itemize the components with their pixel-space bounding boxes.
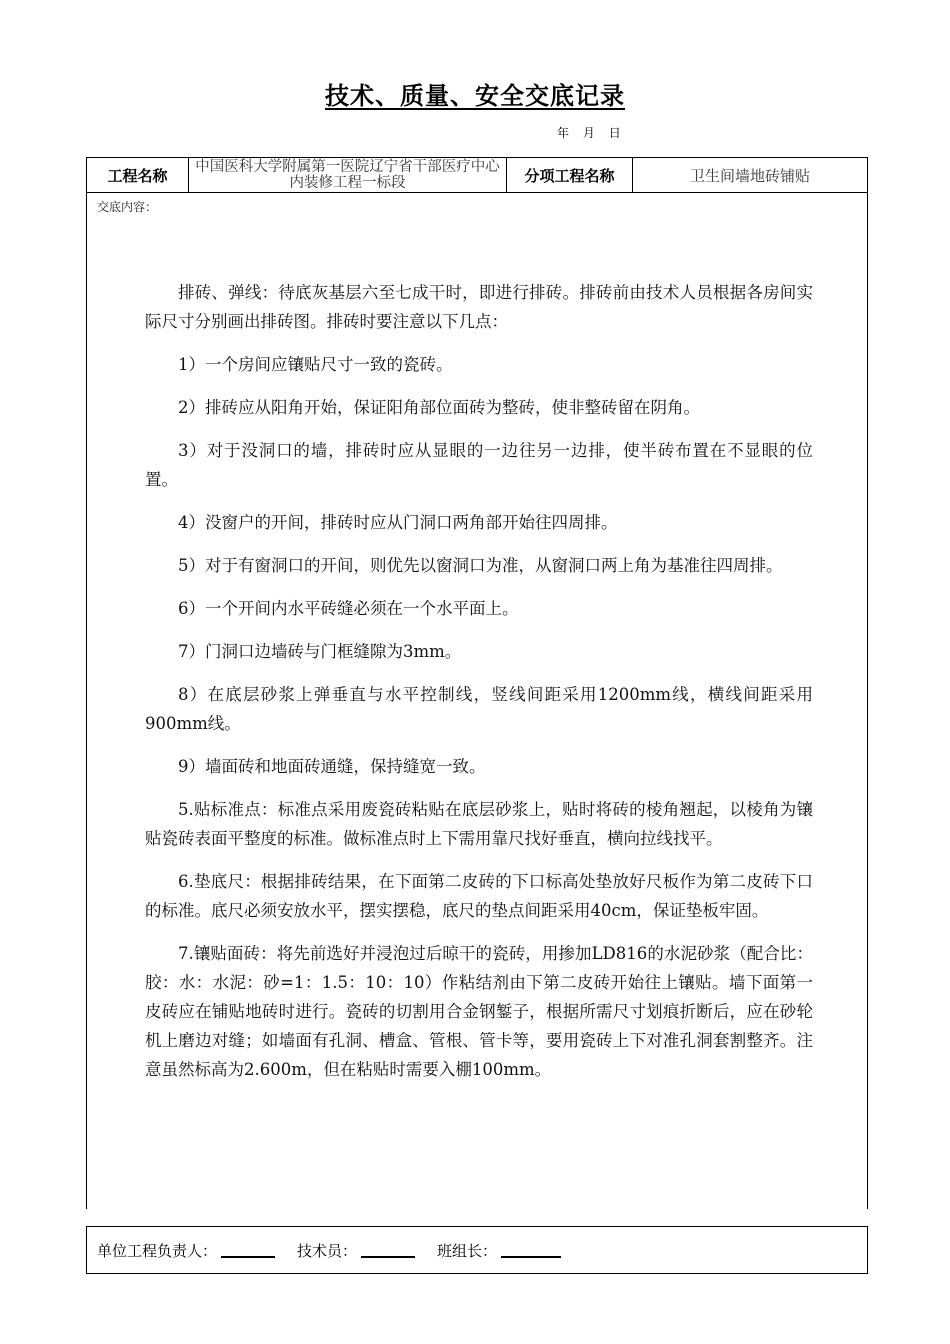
sub-project-value: 卫生间墙地砖铺贴 <box>689 166 810 185</box>
team-leader-label: 班组长： <box>437 1241 498 1260</box>
project-name-value: 中国医科大学附属第一医院辽宁省干部医疗中心内装修工程一标段 <box>189 158 507 192</box>
paragraph: 7.镶贴面砖：将先前选好并浸泡过后晾干的瓷砖，用掺加LD816的水泥砂浆（配合比：胶：水：水泥：砂=1：1.5：10：10）作粘结剂由下第二皮砖开始往上镶贴。墙下面第一皮砖应在铺贴地砖时进行。瓷砖的切割用合金钢錾子，根据所需尺寸划痕折断后，应在砂轮机上磨边对缝；如墙面有孔洞、槽盒、管根、管卡等，要用瓷砖上下对准孔洞套割整齐。注意虽然标高为2.600m，但在粘贴时需要入棚100mm。 <box>145 944 813 1079</box>
paragraph: 8）在底层砂浆上弹垂直与水平控制线，竖线间距采用1200mm线，横线间距采用900mm线。 <box>145 685 813 733</box>
content-body <box>145 278 813 1098</box>
signature-row <box>86 1226 868 1274</box>
content-box <box>86 192 868 1209</box>
paragraph: 5.贴标准点：标准点采用废瓷砖粘贴在底层砂浆上，贴时将砖的棱角翘起，以棱角为镶贴瓷砖表面平整度的标准。做标准点时上下需用靠尺找好垂直，横向拉线找平。 <box>145 800 813 848</box>
date-day: 日 <box>608 126 622 140</box>
paragraph: 7）门洞口边墙砖与门框缝隙为3mm。 <box>178 642 462 661</box>
technician-signature-line <box>361 1242 415 1258</box>
date-year: 年 <box>557 126 571 140</box>
team-leader-signature-line <box>501 1242 561 1258</box>
technician-signature <box>297 1240 415 1261</box>
document-title: 技术、质量、安全交底记录 <box>325 82 625 110</box>
header-row <box>86 157 868 193</box>
content-label: 交底内容： <box>97 200 158 214</box>
project-name-label: 工程名称 <box>87 158 189 192</box>
paragraph: 4）没窗户的开间，排砖时应从门洞口两角部开始往四周排。 <box>178 513 618 532</box>
sub-project-label: 分项工程名称 <box>507 158 633 192</box>
unit-leader-signature-line <box>221 1242 275 1258</box>
team-leader-signature <box>437 1240 561 1261</box>
date-month: 月 <box>582 126 596 140</box>
paragraph: 排砖、弹线：待底灰基层六至七成干时，即进行排砖。排砖前由技术人员根据各房间实际尺寸分别画出排砖图。排砖时要注意以下几点： <box>145 283 813 331</box>
paragraph: 1）一个房间应镶贴尺寸一致的瓷砖。 <box>178 355 453 374</box>
paragraph: 6.垫底尺：根据排砖结果，在下面第二皮砖的下口标高处垫放好尺板作为第二皮砖下口的标准。底尺必须安放水平，摆实摆稳，底尺的垫点间距采用40cm，保证垫板牢固。 <box>145 872 813 920</box>
paragraph: 3）对于没洞口的墙，排砖时应从显眼的一边往另一边排，使半砖布置在不显眼的位置。 <box>145 441 813 489</box>
technician-label: 技术员： <box>297 1241 358 1260</box>
unit-leader-label: 单位工程负责人： <box>97 1241 218 1260</box>
unit-leader-signature <box>97 1240 275 1261</box>
paragraph: 6）一个开间内水平砖缝必须在一个水平面上。 <box>178 599 519 618</box>
date-line <box>557 124 630 141</box>
paragraph: 2）排砖应从阳角开始，保证阳角部位面砖为整砖，使非整砖留在阴角。 <box>178 398 700 417</box>
paragraph: 5）对于有窗洞口的开间，则优先以窗洞口为准，从窗洞口两上角为基准往四周排。 <box>178 556 783 575</box>
paragraph: 9）墙面砖和地面砖通缝，保持缝宽一致。 <box>178 757 486 776</box>
